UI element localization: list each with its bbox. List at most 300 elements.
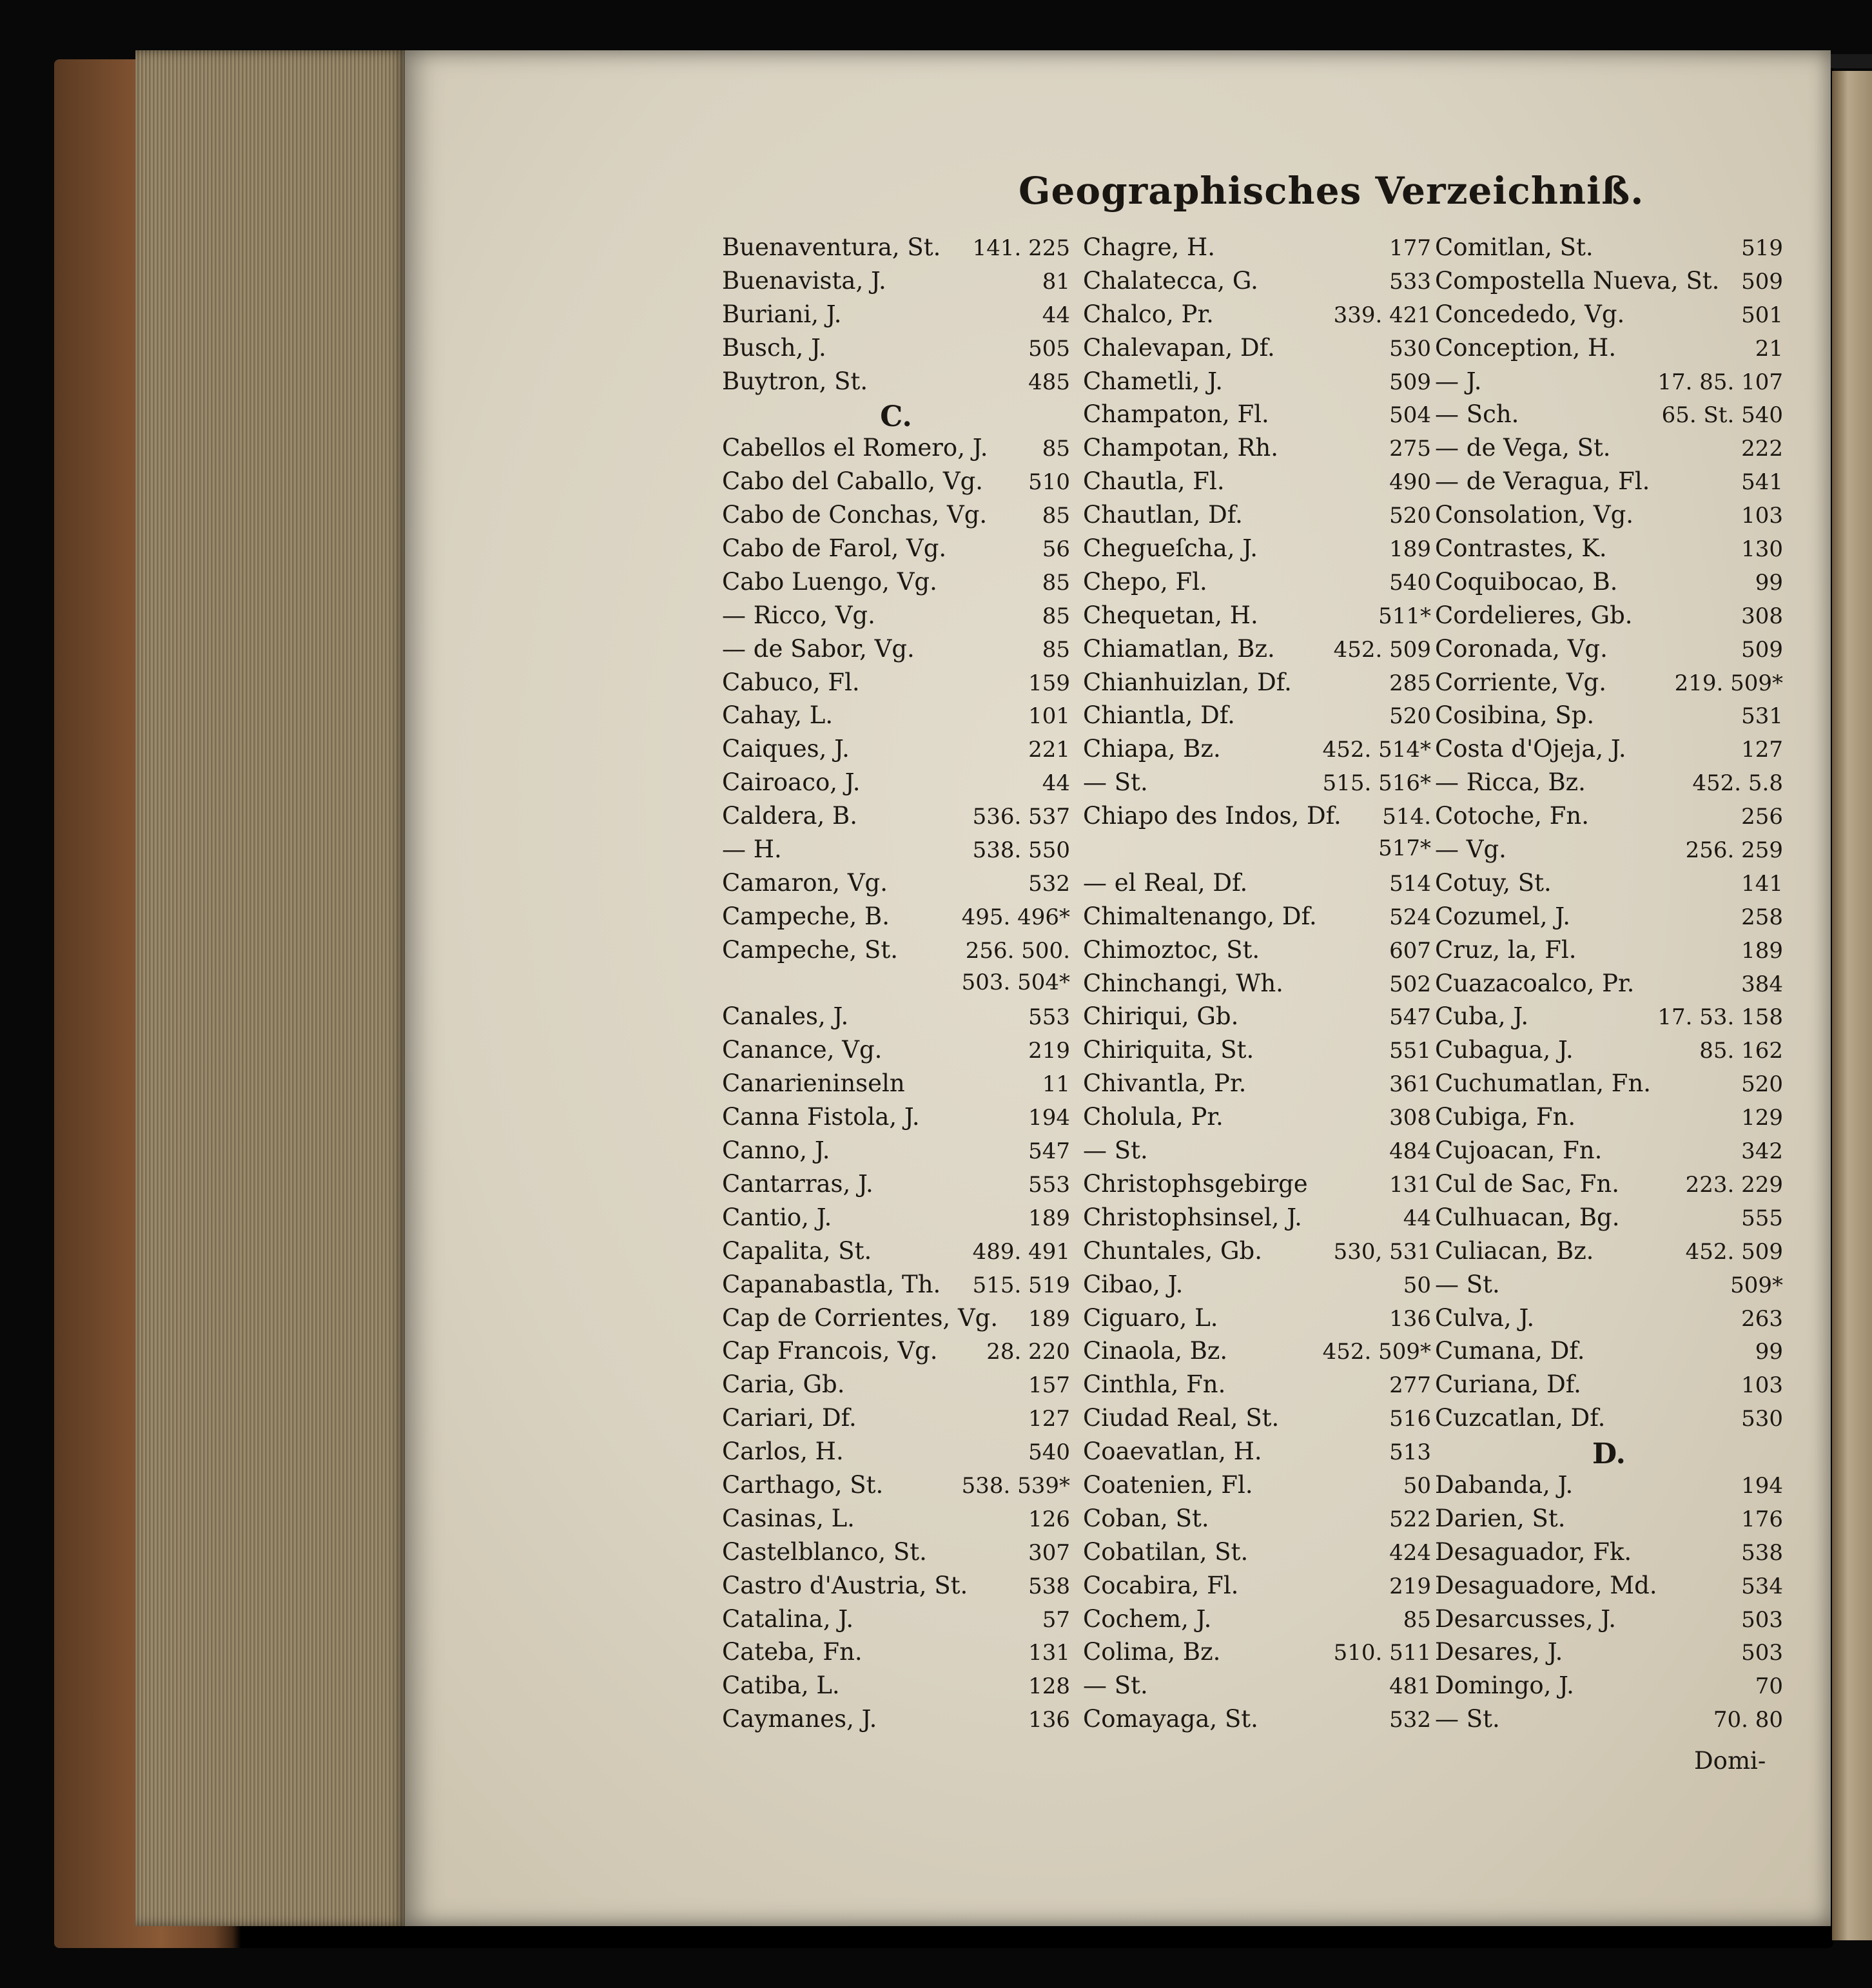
entry-page-numbers: 127 — [1741, 737, 1783, 763]
entry-page-numbers: 547 — [1389, 1004, 1431, 1031]
entry-page-numbers: 514 — [1389, 870, 1431, 897]
index-entry — [1083, 701, 1431, 735]
entry-name: Cholula, Pr. — [1083, 1103, 1224, 1131]
entry-page-numbers: 536. 537 — [972, 804, 1070, 830]
index-entry — [1083, 300, 1431, 334]
entry-page-numbers: 85 — [1403, 1606, 1431, 1633]
entry-page-numbers: 176 — [1741, 1506, 1783, 1532]
index-entry — [1435, 400, 1783, 434]
entry-page-numbers: 127 — [1028, 1406, 1070, 1432]
entry-name: Cordelieres, Gb. — [1435, 601, 1633, 629]
entry-name: Cantio, J. — [722, 1203, 832, 1231]
index-entry — [1435, 501, 1783, 534]
entry-page-numbers: 509 — [1741, 636, 1783, 663]
entry-name: Desaguadore, Md. — [1435, 1571, 1657, 1599]
entry-name: Conception, H. — [1435, 333, 1617, 362]
index-entry — [1435, 367, 1783, 401]
entry-name: — el Real, Df. — [1083, 868, 1248, 897]
entry-page-numbers: 533 — [1389, 268, 1431, 295]
index-entry — [1435, 267, 1783, 300]
index-entry — [1083, 1036, 1431, 1069]
index-entry — [1435, 1705, 1783, 1739]
entry-name: Comitlan, St. — [1435, 233, 1594, 261]
index-entry — [722, 467, 1070, 501]
index-entry — [1083, 802, 1431, 835]
entry-name: Cantarras, J. — [722, 1169, 873, 1198]
entry-name: Chautlan, Df. — [1083, 501, 1243, 529]
index-entry — [722, 1204, 1070, 1237]
entry-page-numbers: 21 — [1755, 335, 1783, 362]
entry-name: Cinthla, Fn. — [1083, 1370, 1226, 1399]
index-entry — [722, 735, 1070, 768]
entry-page-numbers: 424 — [1389, 1539, 1431, 1566]
entry-page-numbers: 502 — [1389, 971, 1431, 997]
entry-name: Cabuco, Fl. — [722, 668, 860, 696]
entry-name: Caldera, B. — [722, 802, 858, 830]
entry-name: Concededo, Vg. — [1435, 300, 1625, 328]
index-entry — [1435, 601, 1783, 635]
entry-name: Cuchumatlan, Fn. — [1435, 1069, 1652, 1098]
catchword: Domi- — [1694, 1747, 1766, 1775]
entry-page-numbers: 339. 421 — [1333, 302, 1431, 328]
entry-name: Cap de Corrientes, Vg. — [722, 1303, 999, 1332]
entry-name: Castro d'Austria, St. — [722, 1571, 968, 1599]
entry-name: Culva, J. — [1435, 1303, 1535, 1332]
entry-name: Catalina, J. — [722, 1604, 854, 1633]
index-column-3 — [1435, 233, 1783, 1739]
entry-page-numbers: 285 — [1389, 670, 1431, 696]
entry-page-numbers: 517* — [1378, 835, 1431, 862]
entry-name: — H. — [722, 835, 782, 864]
entry-name: Christophsgebirge — [1083, 1169, 1308, 1198]
entry-name: Compostella Nueva, St. — [1435, 266, 1720, 295]
entry-page-numbers: 56 — [1042, 536, 1070, 563]
index-entry — [1083, 1705, 1431, 1739]
entry-name: Chianhuizlan, Df. — [1083, 668, 1292, 696]
page-tab — [1824, 54, 1872, 68]
entry-page-numbers: 520 — [1741, 1071, 1783, 1098]
entry-page-numbers: 485 — [1028, 369, 1070, 395]
entry-name: Cozumel, J. — [1435, 902, 1570, 930]
index-entry — [1083, 668, 1431, 702]
index-entry — [722, 534, 1070, 568]
entry-page-numbers: 510. 511 — [1333, 1640, 1431, 1666]
index-entry — [1083, 1605, 1431, 1639]
entry-name: Coban, St. — [1083, 1504, 1209, 1532]
index-entry — [1083, 936, 1431, 970]
entry-page-numbers: 530 — [1389, 335, 1431, 362]
index-entry — [1083, 1471, 1431, 1505]
index-entry — [1083, 534, 1431, 568]
index-entry — [1083, 1271, 1431, 1304]
index-entry — [1435, 970, 1783, 1003]
index-entry — [1435, 902, 1783, 936]
index-entry — [722, 1170, 1070, 1204]
index-entry — [1083, 1069, 1431, 1103]
entry-name: Desarcusses, J. — [1435, 1604, 1616, 1633]
section-letter-label: D. — [1592, 1437, 1626, 1471]
index-entry — [1083, 1304, 1431, 1338]
entry-name: Capanabastla, Th. — [722, 1270, 941, 1298]
entry-page-numbers: 126 — [1028, 1506, 1070, 1532]
entry-page-numbers: 44 — [1042, 770, 1070, 797]
entry-name: Contrastes, K. — [1435, 534, 1607, 563]
index-entry — [1435, 869, 1783, 902]
entry-name: Cabo de Farol, Vg. — [722, 534, 947, 563]
entry-name: — de Sabor, Vg. — [722, 634, 915, 663]
index-entry — [1083, 635, 1431, 668]
entry-name: Camaron, Vg. — [722, 868, 888, 897]
entry-name: Desaguador, Fk. — [1435, 1537, 1632, 1566]
index-entry — [1435, 635, 1783, 668]
entry-page-numbers: 531 — [1741, 703, 1783, 730]
index-entry — [1083, 1103, 1431, 1136]
entry-page-numbers: 501 — [1741, 302, 1783, 328]
entry-name: — Ricca, Bz. — [1435, 768, 1586, 797]
entry-page-numbers: 384 — [1741, 971, 1783, 997]
index-entry — [1435, 300, 1783, 334]
entry-page-numbers: 189 — [1028, 1305, 1070, 1332]
entry-name: Buriani, J. — [722, 300, 842, 328]
index-entry — [722, 367, 1070, 401]
entry-name: Cabellos el Romero, J. — [722, 434, 988, 462]
index-entry — [1435, 1505, 1783, 1538]
entry-name: Culiacan, Bz. — [1435, 1236, 1594, 1265]
entry-name: Coaevatlan, H. — [1083, 1437, 1262, 1466]
index-entry — [1083, 1204, 1431, 1237]
entry-name: Catiba, L. — [722, 1671, 840, 1700]
index-entry — [722, 902, 1070, 936]
entry-name: Buenavista, J. — [722, 266, 886, 295]
entry-page-numbers: 553 — [1028, 1004, 1070, 1031]
section-letter — [722, 400, 1070, 434]
entry-name: Domingo, J. — [1435, 1671, 1574, 1700]
entry-name: Cinaola, Bz. — [1083, 1337, 1228, 1365]
entry-page-numbers: 513 — [1389, 1439, 1431, 1466]
index-entry — [1435, 1237, 1783, 1271]
entry-name: Chinchangi, Wh. — [1083, 969, 1283, 997]
entry-page-numbers: 547 — [1028, 1138, 1070, 1165]
index-entry — [1435, 735, 1783, 768]
entry-page-numbers: 65. St. 540 — [1661, 402, 1783, 429]
index-entry — [1083, 1370, 1431, 1404]
index-entry — [1083, 1002, 1431, 1036]
entry-name: Caymanes, J. — [722, 1705, 877, 1733]
entry-name: Chalatecca, G. — [1083, 266, 1258, 295]
index-entry — [1435, 1471, 1783, 1505]
entry-name: Cairoaco, J. — [722, 768, 861, 797]
entry-name: Cumana, Df. — [1435, 1337, 1585, 1365]
entry-page-numbers: 85 — [1042, 569, 1070, 596]
entry-page-numbers: 509 — [1389, 369, 1431, 395]
index-entry — [722, 1671, 1070, 1705]
entry-page-numbers: 275 — [1389, 436, 1431, 462]
index-entry — [1435, 936, 1783, 970]
index-entry — [1083, 467, 1431, 501]
entry-page-numbers: 540 — [1389, 569, 1431, 596]
entry-name: Cuzcatlan, Df. — [1435, 1404, 1606, 1432]
entry-page-numbers: 514. — [1382, 804, 1431, 830]
entry-name: Cabo del Caballo, Vg. — [722, 467, 984, 496]
entry-page-numbers: 103 — [1741, 1372, 1783, 1399]
entry-name: Culhuacan, Bg. — [1435, 1203, 1620, 1231]
entry-page-numbers: 361 — [1389, 1071, 1431, 1098]
entry-page-numbers: 522 — [1389, 1506, 1431, 1532]
entry-page-numbers: 85 — [1042, 436, 1070, 462]
entry-page-numbers: 136 — [1028, 1707, 1070, 1733]
entry-name: Canales, J. — [722, 1002, 849, 1031]
entry-name: Cibao, J. — [1083, 1270, 1184, 1298]
entry-page-numbers: 538. 539* — [961, 1472, 1070, 1499]
entry-page-numbers: 541 — [1741, 469, 1783, 496]
index-entry — [722, 1538, 1070, 1572]
entry-page-numbers: 515. 516* — [1322, 770, 1431, 797]
entry-page-numbers: 99 — [1755, 1339, 1783, 1365]
entry-name: Chiriqui, Gb. — [1083, 1002, 1239, 1031]
entry-name: Carlos, H. — [722, 1437, 844, 1466]
index-entry — [1083, 568, 1431, 601]
entry-name: Chiapo des Indos, Df. — [1083, 802, 1341, 830]
index-entry — [722, 1572, 1070, 1605]
entry-name: Cosibina, Sp. — [1435, 701, 1595, 730]
entry-page-numbers: 503. 504* — [961, 969, 1070, 995]
entry-page-numbers: 70 — [1755, 1673, 1783, 1700]
entry-page-numbers: 85 — [1042, 636, 1070, 663]
entry-name: Cubagua, J. — [1435, 1036, 1574, 1064]
index-entry — [1083, 501, 1431, 534]
index-entry — [722, 1337, 1070, 1370]
index-entry — [1083, 1638, 1431, 1671]
entry-name: Costa d'Ojeja, J. — [1435, 735, 1626, 763]
index-entry — [722, 1271, 1070, 1304]
index-entry — [1083, 1404, 1431, 1437]
entry-page-numbers: 85 — [1042, 603, 1070, 629]
entry-page-numbers: 452. 509 — [1685, 1238, 1783, 1265]
index-entry — [722, 568, 1070, 601]
index-entry — [722, 1404, 1070, 1437]
entry-page-numbers: 222 — [1741, 436, 1783, 462]
index-entry — [1083, 1237, 1431, 1271]
entry-page-numbers: 256. 500. — [965, 937, 1070, 964]
entry-page-numbers: 532 — [1389, 1707, 1431, 1733]
entry-name: Desares, J. — [1435, 1638, 1563, 1666]
entry-page-numbers: 17. 85. 107 — [1657, 369, 1783, 395]
entry-page-numbers: 530 — [1741, 1406, 1783, 1432]
entry-page-numbers: 520 — [1389, 703, 1431, 730]
entry-name: Chiapa, Bz. — [1083, 735, 1221, 763]
entry-page-numbers: 221 — [1028, 737, 1070, 763]
entry-page-numbers: 540 — [1028, 1439, 1070, 1466]
entry-name: — St. — [1083, 1136, 1148, 1165]
entry-page-numbers: 50 — [1403, 1272, 1431, 1298]
entry-name: Dabanda, J. — [1435, 1470, 1574, 1499]
index-entry — [1083, 233, 1431, 267]
entry-page-numbers: 219 — [1028, 1038, 1070, 1064]
entry-page-numbers: 57 — [1042, 1606, 1070, 1633]
entry-page-numbers: 452. 509* — [1322, 1339, 1431, 1365]
entry-page-numbers: 129 — [1741, 1105, 1783, 1131]
index-column-2 — [1083, 233, 1431, 1739]
entry-name: — J. — [1435, 367, 1482, 395]
entry-page-numbers: 258 — [1741, 904, 1783, 930]
entry-name: Castelblanco, St. — [722, 1537, 927, 1566]
entry-page-numbers: 511* — [1378, 603, 1431, 629]
entry-page-numbers: 607 — [1389, 937, 1431, 964]
index-entry — [722, 1237, 1070, 1271]
entry-page-numbers: 128 — [1028, 1673, 1070, 1700]
index-entry — [1083, 902, 1431, 936]
entry-name: Canna Fistola, J. — [722, 1103, 920, 1131]
index-entry — [722, 802, 1070, 835]
index-entry — [722, 1136, 1070, 1170]
index-entry — [1083, 267, 1431, 300]
entry-page-numbers: 534 — [1741, 1573, 1783, 1599]
entry-name: Campeche, B. — [722, 902, 890, 930]
entry-name: Chequetan, H. — [1083, 601, 1258, 629]
entry-page-numbers: 189 — [1389, 536, 1431, 563]
entry-page-numbers: 219 — [1389, 1573, 1431, 1599]
index-entry — [722, 970, 1070, 1003]
entry-name: Cotuy, St. — [1435, 868, 1552, 897]
entry-page-numbers: 131 — [1028, 1640, 1070, 1666]
entry-page-numbers: 50 — [1403, 1472, 1431, 1499]
entry-page-numbers: 504 — [1389, 402, 1431, 429]
index-entry — [1435, 1204, 1783, 1237]
entry-name: Comayaga, St. — [1083, 1705, 1258, 1733]
index-entry — [1435, 1002, 1783, 1036]
index-entry — [1083, 1572, 1431, 1605]
entry-name: Cotoche, Fn. — [1435, 802, 1589, 830]
index-entry — [722, 668, 1070, 702]
entry-page-numbers: 509* — [1730, 1272, 1783, 1298]
entry-page-numbers: 481 — [1389, 1673, 1431, 1700]
index-entry — [1083, 970, 1431, 1003]
index-entry — [1083, 367, 1431, 401]
entry-page-numbers: 515. 519 — [972, 1272, 1070, 1298]
page-heading: Geographisches Verzeichniß. — [1019, 169, 1644, 213]
entry-page-numbers: 194 — [1028, 1105, 1070, 1131]
index-entry — [1435, 1170, 1783, 1204]
index-entry — [1435, 1337, 1783, 1370]
index-entry — [1083, 434, 1431, 467]
entry-page-numbers: 520 — [1389, 503, 1431, 529]
entry-name: Chimoztoc, St. — [1083, 935, 1260, 964]
entry-name: Cap Francois, Vg. — [722, 1337, 938, 1365]
index-entry — [722, 1069, 1070, 1103]
index-entry — [1083, 869, 1431, 902]
entry-name: Casinas, L. — [722, 1504, 855, 1532]
entry-name: Chimaltenango, Df. — [1083, 902, 1317, 930]
index-entry — [722, 233, 1070, 267]
entry-name: Darien, St. — [1435, 1504, 1566, 1532]
entry-page-numbers: 219. 509* — [1674, 670, 1783, 696]
index-entry — [1435, 534, 1783, 568]
entry-name: Ciudad Real, St. — [1083, 1404, 1280, 1432]
entry-page-numbers: 141 — [1741, 870, 1783, 897]
entry-page-numbers: 308 — [1741, 603, 1783, 629]
index-entry — [722, 334, 1070, 367]
index-entry — [1435, 1271, 1783, 1304]
index-entry — [722, 835, 1070, 869]
entry-name: Cubiga, Fn. — [1435, 1103, 1576, 1131]
entry-page-numbers: 495. 496* — [961, 904, 1070, 930]
index-entry — [1435, 802, 1783, 835]
entry-name: Cahay, L. — [722, 701, 834, 730]
index-entry — [1083, 1437, 1431, 1471]
entry-page-numbers: 538 — [1741, 1539, 1783, 1566]
entry-page-numbers: 490 — [1389, 469, 1431, 496]
index-entry — [722, 1036, 1070, 1069]
entry-page-numbers: 505 — [1028, 335, 1070, 362]
entry-name: Canance, Vg. — [722, 1036, 882, 1064]
entry-name: Colima, Bz. — [1083, 1638, 1221, 1666]
index-entry — [1435, 1069, 1783, 1103]
entry-page-numbers: 538 — [1028, 1573, 1070, 1599]
index-entry — [1435, 568, 1783, 601]
entry-name: — St. — [1435, 1270, 1500, 1298]
entry-page-numbers: 189 — [1741, 937, 1783, 964]
entry-name: Cocabira, Fl. — [1083, 1571, 1239, 1599]
entry-name: Busch, J. — [722, 333, 826, 362]
index-entry — [1083, 835, 1431, 869]
entry-page-numbers: 85 — [1042, 503, 1070, 529]
index-entry — [722, 1103, 1070, 1136]
entry-name: Champaton, Fl. — [1083, 400, 1269, 429]
entry-name: — de Vega, St. — [1435, 434, 1611, 462]
entry-name: Cariari, Df. — [722, 1404, 857, 1432]
entry-page-numbers: 99 — [1755, 569, 1783, 596]
entry-page-numbers: 223. 229 — [1685, 1171, 1783, 1198]
index-entry — [1435, 1638, 1783, 1671]
index-entry — [1083, 400, 1431, 434]
entry-page-numbers: 159 — [1028, 670, 1070, 696]
entry-page-numbers: 519 — [1741, 235, 1783, 261]
entry-page-numbers: 256. 259 — [1685, 837, 1783, 864]
entry-name: Carthago, St. — [722, 1470, 884, 1499]
entry-page-numbers: 131 — [1389, 1171, 1431, 1198]
entry-name: — St. — [1083, 1671, 1148, 1700]
index-entry — [1083, 1170, 1431, 1204]
entry-page-numbers: 524 — [1389, 904, 1431, 930]
index-entry — [722, 1437, 1070, 1471]
entry-name: Chalevapan, Df. — [1083, 333, 1275, 362]
index-entry — [722, 1505, 1070, 1538]
entry-name: Buenaventura, St. — [722, 233, 941, 261]
index-entry — [1435, 1538, 1783, 1572]
entry-name: Champotan, Rh. — [1083, 434, 1278, 462]
entry-page-numbers: 85. 162 — [1699, 1038, 1783, 1064]
index-entry — [1435, 835, 1783, 869]
index-entry — [1435, 1136, 1783, 1170]
index-entry — [1435, 467, 1783, 501]
entry-name: Buytron, St. — [722, 367, 868, 395]
entry-name: Cabo Luengo, Vg. — [722, 567, 937, 596]
entry-page-numbers: 555 — [1741, 1205, 1783, 1231]
entry-name: Coatenien, Fl. — [1083, 1470, 1253, 1499]
facing-page-edge — [1832, 71, 1872, 1940]
entry-page-numbers: 509 — [1741, 268, 1783, 295]
index-entry — [1083, 1505, 1431, 1538]
entry-name: Corriente, Vg. — [1435, 668, 1606, 696]
index-entry — [722, 601, 1070, 635]
entry-page-numbers: 17. 53. 158 — [1657, 1004, 1783, 1031]
entry-name: Caiques, J. — [722, 735, 850, 763]
entry-page-numbers: 157 — [1028, 1372, 1070, 1399]
index-entry — [722, 267, 1070, 300]
entry-name: Consolation, Vg. — [1435, 501, 1634, 529]
entry-page-numbers: 28. 220 — [986, 1339, 1070, 1365]
entry-page-numbers: 308 — [1389, 1105, 1431, 1131]
